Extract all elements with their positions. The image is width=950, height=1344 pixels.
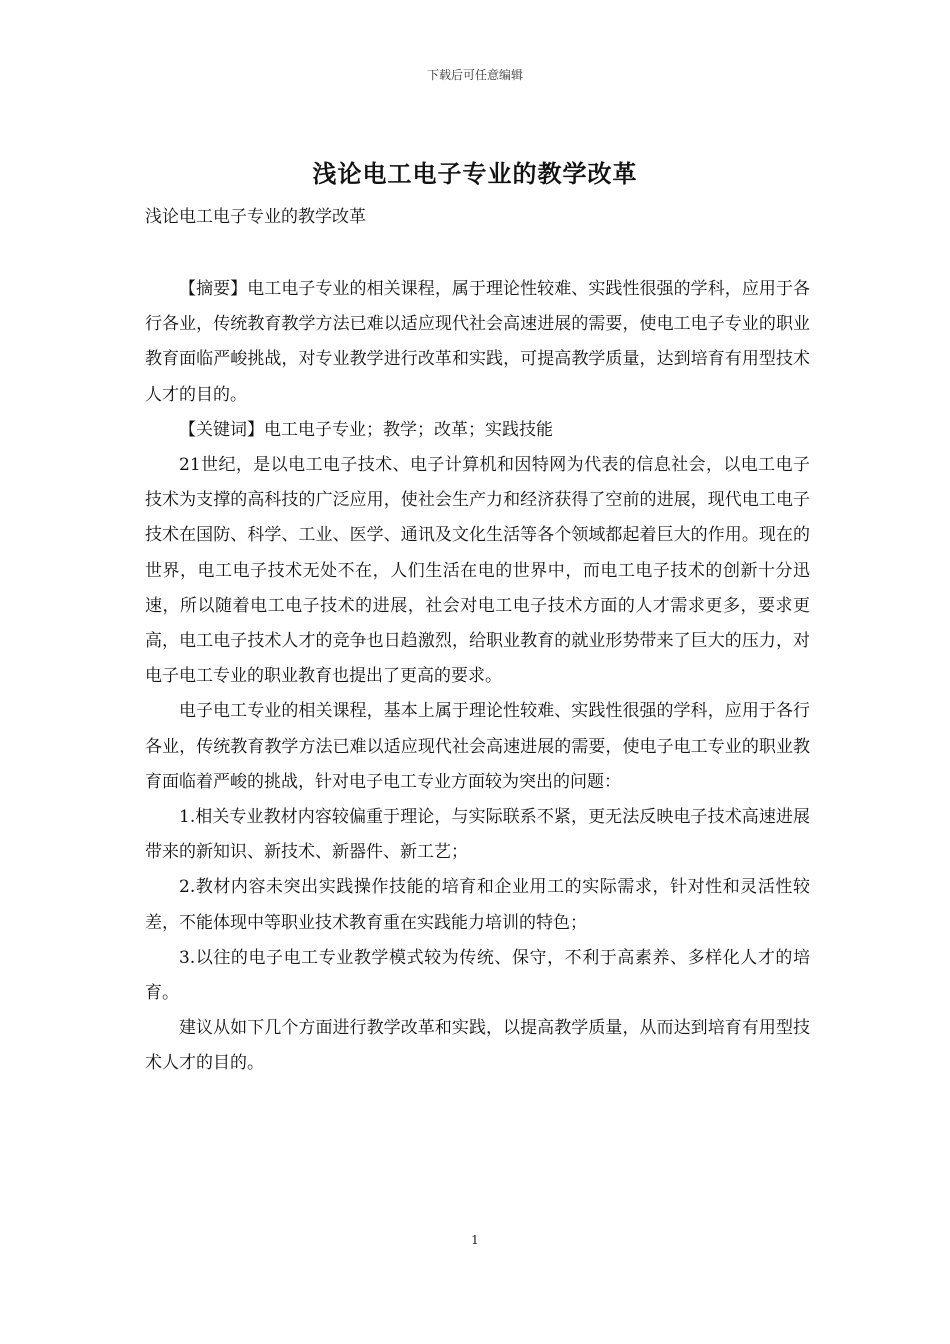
body-paragraph: 电子电工专业的相关课程，基本上属于理论性较难、实践性很强的学科，应用于各行各业，传统教育教学方法已难以适应现代社会高速进展的需要，使电子电工专业的职业教育面临着严峻的挑战，针对电子电工专业方面较为突出的问题： <box>145 701 810 792</box>
body-paragraph: 建议从如下几个方面进行教学改革和实践，以提高教学质量，从而达到培育有用型技术人才的目的。 <box>145 1018 810 1074</box>
abstract-paragraph: 【摘要】电工电子专业的相关课程，属于理论性较难、实践性很强的学科，应用于各行各业，传统教育教学方法已难以适应现代社会高速进展的需要，使电工电子专业的职业教育面临严峻挑战，对专业教学进行改革和实践，可提高教学质量，达到培育有用型技术人才的目的。 <box>145 279 810 405</box>
keywords-paragraph: 【关键词】电工电子专业；教学；改革；实践技能 <box>179 419 553 440</box>
list-item: 3.以往的电子电工专业教学模式较为传统、保守，不利于高素养、多样化人才的培育。 <box>145 947 810 1004</box>
document-body <box>145 272 810 1082</box>
list-item: 2.教材内容未突出实践操作技能的培育和企业用工的实际需求，针对性和灵活性较差，不能体现中等职业技术教育重在实践能力培训的特色； <box>145 877 810 933</box>
document-subtitle: 浅论电工电子专业的教学改革 <box>145 207 366 227</box>
header-note: 下载后可任意编辑 <box>426 68 523 82</box>
body-paragraph: 21世纪，是以电工电子技术、电子计算机和因特网为代表的信息社会，以电工电子技术为支撑的高科技的广泛应用，使社会生产力和经济获得了空前的进展，现代电工电子技术在国防、科学、工业、医学、通讯及文化生活等各个领域都起着巨大的作用。现在的世界，电工电子技术无处不在，人们生活在电的世界中，而电工电子技术的创新十分迅速，所以随着电工电子技术的进展，社会对电工电子技术方面的人才需求更多，要求更高，电工电子技术人才的竞争也日趋激烈，给职业教育的就业形势带来了巨大的压力，对电子电工专业的职业教育也提出了更高的要求。 <box>145 455 810 687</box>
list-item: 1.相关专业教材内容较偏重于理论，与实际联系不紧，更无法反映电子技术高速进展带来的新知识、新技术、新器件、新工艺； <box>145 807 810 863</box>
document-title: 浅论电工电子专业的教学改革 <box>312 159 638 188</box>
page-number: 1 <box>471 1233 479 1247</box>
